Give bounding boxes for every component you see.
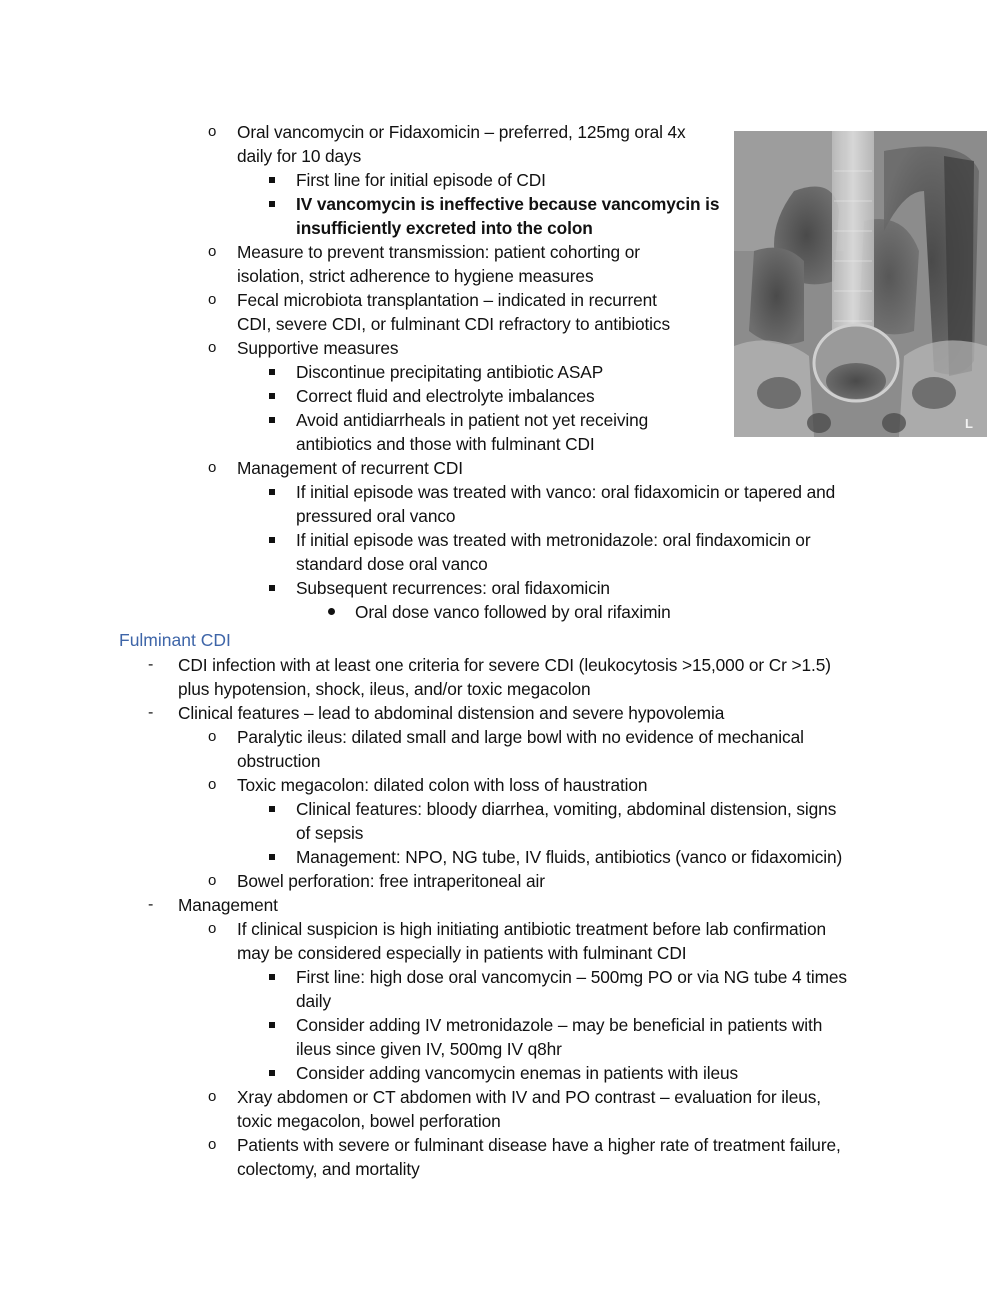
list-item-line: Measure to prevent transmission: patient cohorting or: [237, 242, 640, 262]
list-item-line: insufficiently excreted into the colon: [296, 218, 593, 238]
list-item-line: obstruction: [237, 751, 321, 771]
list-item-line: Correct fluid and electrolyte imbalances: [296, 386, 595, 406]
dash-bullet-icon: -: [148, 896, 154, 913]
section-heading-fulminant-cdi: Fulminant CDI: [119, 630, 231, 650]
xray-graphic: [734, 131, 987, 437]
list-item-line: Avoid antidiarrheals in patient not yet receiving: [296, 410, 649, 430]
circle-bullet-icon: o: [208, 339, 217, 356]
list-item-line: Oral dose vanco followed by oral rifaximin: [355, 602, 671, 622]
list-item-line: CDI, severe CDI, or fulminant CDI refractory to antibiotics: [237, 314, 670, 334]
list-item-line: Consider adding vancomycin enemas in patients with ileus: [296, 1063, 739, 1083]
abdominal-xray-image: [734, 131, 987, 437]
list-item-line: Management: NPO, NG tube, IV fluids, antibiotics (vanco or fidaxomicin): [296, 847, 843, 867]
list-item-line: Clinical features: bloody diarrhea, vomiting, abdominal distension, signs: [296, 799, 837, 819]
list-item-line: Xray abdomen or CT abdomen with IV and PO contrast – evaluation for ileus,: [237, 1087, 822, 1107]
square-bullet-icon: [269, 384, 275, 408]
square-bullet-icon: [269, 192, 275, 216]
list-item-line: of sepsis: [296, 823, 364, 843]
list-item-line: First line for initial episode of CDI: [296, 170, 546, 190]
dash-bullet-icon: -: [148, 704, 154, 721]
square-bullet-icon: [269, 797, 275, 821]
list-item-line: First line: high dose oral vancomycin – 500mg PO or via NG tube 4 times: [296, 967, 847, 987]
list-item-line: Bowel perforation: free intraperitoneal air: [237, 871, 545, 891]
list-item-line: may be considered especially in patients with fulminant CDI: [237, 943, 687, 963]
list-item-line: IV vancomycin is ineffective because vancomycin is: [296, 194, 720, 214]
square-bullet-icon: [269, 845, 275, 869]
circle-bullet-icon: o: [208, 459, 217, 476]
circle-bullet-icon: o: [208, 291, 217, 308]
circle-bullet-icon: o: [208, 123, 217, 140]
list-item-line: ileus since given IV, 500mg IV q8hr: [296, 1039, 562, 1059]
list-item-line: Oral vancomycin or Fidaxomicin – preferred, 125mg oral 4x: [237, 122, 686, 142]
list-item-line: If initial episode was treated with metronidazole: oral findaxomicin or: [296, 530, 811, 550]
circle-bullet-icon: o: [208, 776, 217, 793]
square-bullet-icon: [269, 360, 275, 384]
list-item-line: If initial episode was treated with vanco: oral fidaxomicin or tapered and: [296, 482, 836, 502]
list-item-line: pressured oral vanco: [296, 506, 456, 526]
list-item-line: Paralytic ileus: dilated small and large bowl with no evidence of mechanical: [237, 727, 804, 747]
square-bullet-icon: [269, 480, 275, 504]
square-bullet-icon: [269, 965, 275, 989]
list-item-line: Consider adding IV metronidazole – may be beneficial in patients with: [296, 1015, 823, 1035]
list-item-line: Management of recurrent CDI: [237, 458, 463, 478]
list-item-line: plus hypotension, shock, ileus, and/or toxic megacolon: [178, 679, 591, 699]
square-bullet-icon: [269, 576, 275, 600]
square-bullet-icon: [269, 168, 275, 192]
circle-bullet-icon: o: [208, 1088, 217, 1105]
circle-bullet-icon: o: [208, 1136, 217, 1153]
square-bullet-icon: [269, 528, 275, 552]
circle-bullet-icon: o: [208, 920, 217, 937]
circle-bullet-icon: o: [208, 728, 217, 745]
list-item-line: Discontinue precipitating antibiotic ASAP: [296, 362, 604, 382]
dot-bullet-icon: [328, 600, 335, 624]
list-item-line: isolation, strict adherence to hygiene measures: [237, 266, 594, 286]
list-item-line: Toxic megacolon: dilated colon with loss of haustration: [237, 775, 648, 795]
list-item-line: Subsequent recurrences: oral fidaxomicin: [296, 578, 610, 598]
list-item-line: Clinical features – lead to abdominal distension and severe hypovolemia: [178, 703, 725, 723]
list-item-line: Fecal microbiota transplantation – indicated in recurrent: [237, 290, 657, 310]
list-item-line: If clinical suspicion is high initiating antibiotic treatment before lab confirmation: [237, 919, 826, 939]
xray-side-marker: L: [965, 416, 973, 431]
list-item-line: antibiotics and those with fulminant CDI: [296, 434, 595, 454]
list-item-line: Supportive measures: [237, 338, 399, 358]
circle-bullet-icon: o: [208, 243, 217, 260]
circle-bullet-icon: o: [208, 872, 217, 889]
list-item-line: CDI infection with at least one criteria for severe CDI (leukocytosis >15,000 or Cr >1.5): [178, 655, 831, 675]
list-item-line: toxic megacolon, bowel perforation: [237, 1111, 501, 1131]
list-item-line: colectomy, and mortality: [237, 1159, 420, 1179]
square-bullet-icon: [269, 1061, 275, 1085]
square-bullet-icon: [269, 1013, 275, 1037]
square-bullet-icon: [269, 408, 275, 432]
list-item-line: Patients with severe or fulminant disease have a higher rate of treatment failure,: [237, 1135, 841, 1155]
list-item-line: standard dose oral vanco: [296, 554, 488, 574]
list-item-line: Management: [178, 895, 278, 915]
list-item-line: daily for 10 days: [237, 146, 362, 166]
dash-bullet-icon: -: [148, 656, 154, 673]
list-item-line: daily: [296, 991, 332, 1011]
